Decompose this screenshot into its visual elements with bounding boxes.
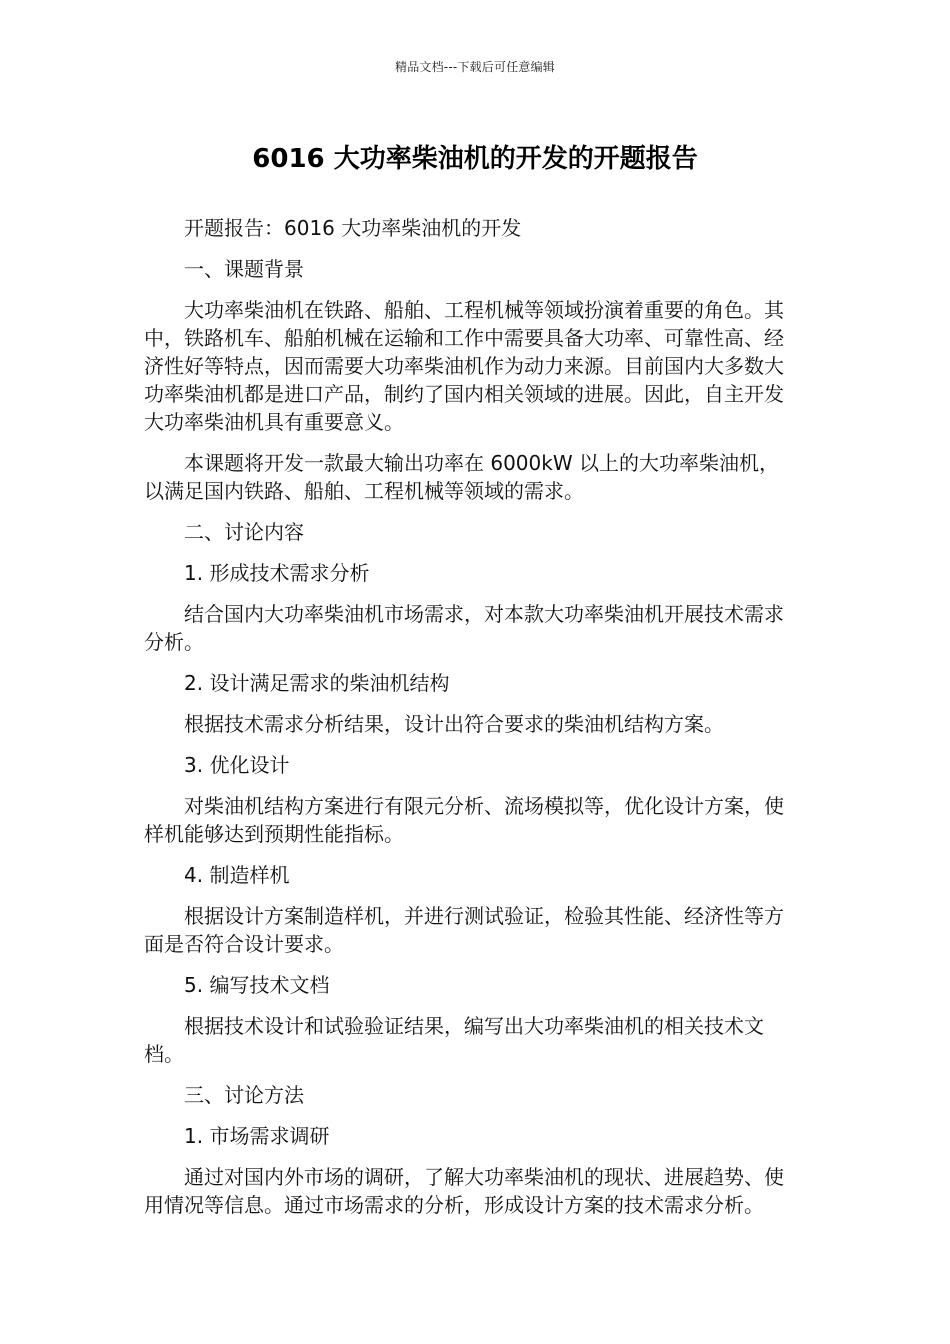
item-paragraph-1: 结合国内大功率柴油机市场需求，对本款大功率柴油机开展技术需求分析。	[144, 602, 784, 654]
section-heading-background: 一、课题背景	[184, 257, 304, 281]
paragraph-background-2: 本课题将开发一款最大输出功率在 6000kW 以上的大功率柴油机，以满足国内铁路、船舶、工程机械等领域的需求。	[144, 451, 779, 503]
method-paragraph-1: 通过对国内外市场的调研，了解大功率柴油机的现状、进展趋势、使用情况等信息。通过市场需求的分析，形成设计方案的技术需求分析。	[144, 1165, 784, 1217]
item-heading-1: 1. 形成技术需求分析	[184, 561, 370, 585]
item-paragraph-2: 根据技术需求分析结果，设计出符合要求的柴油机结构方案。	[184, 712, 724, 736]
method-heading-1: 1. 市场需求调研	[184, 1124, 330, 1148]
document-body	[144, 214, 798, 1232]
item-paragraph-5: 根据技术设计和试验验证结果，编写出大功率柴油机的相关技术文档。	[144, 1014, 764, 1066]
item-heading-4: 4. 制造样机	[184, 863, 290, 887]
report-subject: 开题报告：6016 大功率柴油机的开发	[184, 216, 522, 240]
item-heading-5: 5. 编写技术文档	[184, 973, 330, 997]
item-heading-3: 3. 优化设计	[184, 753, 290, 777]
document-title: 6016 大功率柴油机的开发的开题报告	[252, 144, 698, 174]
section-heading-content: 二、讨论内容	[184, 520, 304, 544]
item-paragraph-3: 对柴油机结构方案进行有限元分析、流场模拟等，优化设计方案，使样机能够达到预期性能指标。	[144, 794, 784, 846]
item-paragraph-4: 根据设计方案制造样机，并进行测试验证，检验其性能、经济性等方面是否符合设计要求。	[144, 904, 784, 956]
section-heading-methods: 三、讨论方法	[184, 1083, 304, 1107]
header-note: 精品文档---下载后可任意编辑	[395, 60, 555, 74]
item-heading-2: 2. 设计满足需求的柴油机结构	[184, 671, 450, 695]
paragraph-background-1: 大功率柴油机在铁路、船舶、工程机械等领域扮演着重要的角色。其中，铁路机车、船舶机械在运输和工作中需要具备大功率、可靠性高、经济性好等特点，因而需要大功率柴油机作为动力来源。目前国内大多数大功率柴油机都是进口产品，制约了国内相关领域的进展。因此，自主开发大功率柴油机具有重要意义。	[144, 298, 784, 434]
